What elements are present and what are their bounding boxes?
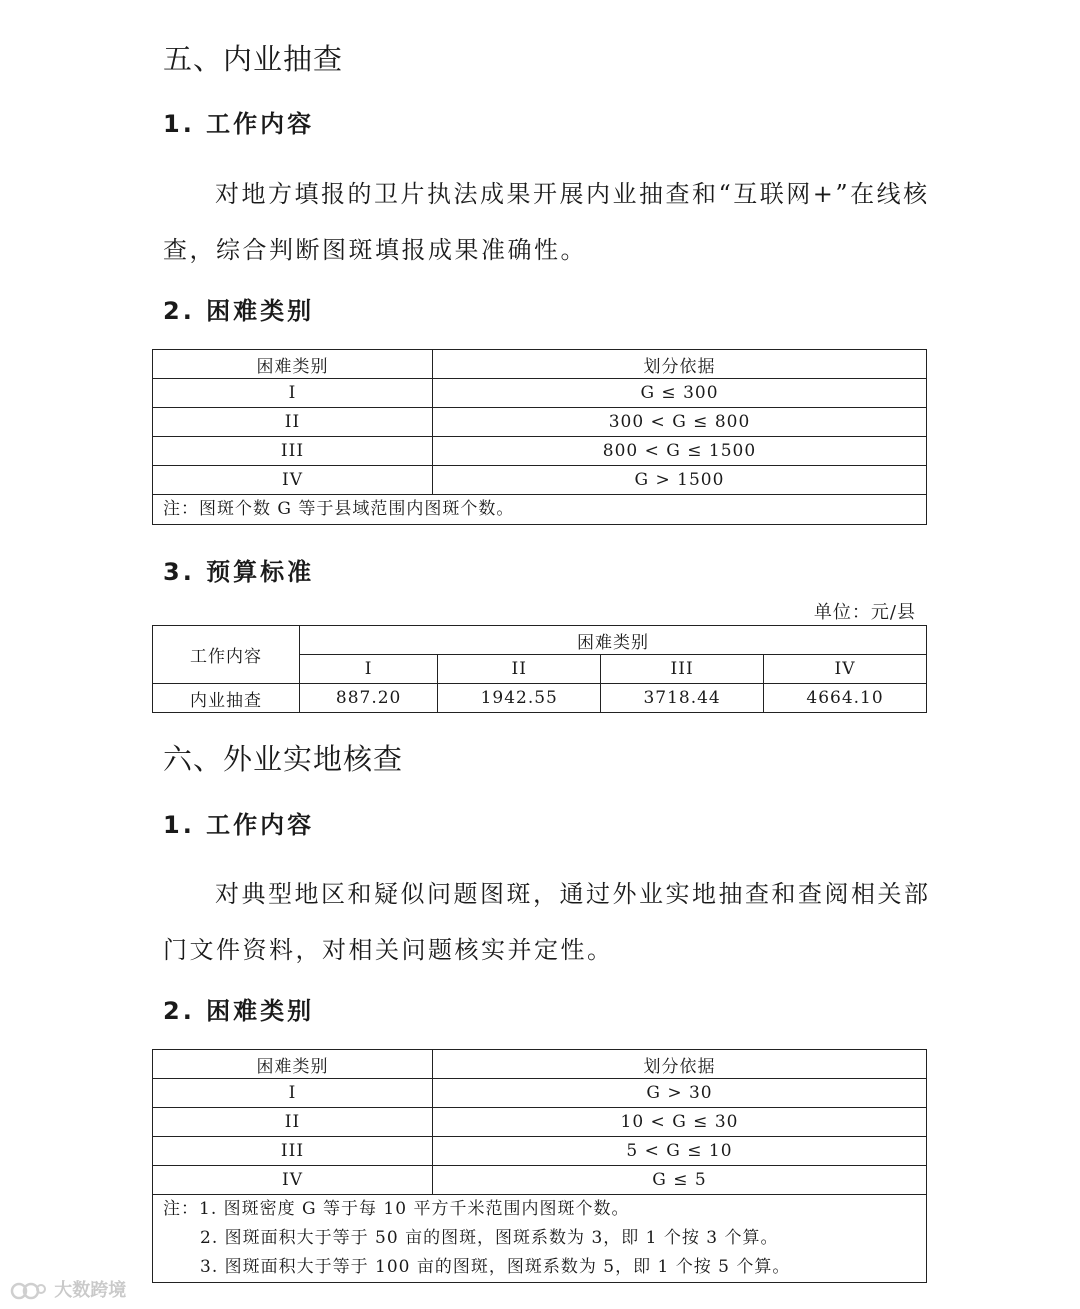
section6-work-text: 对典型地区和疑似问题图斑，通过外业实地抽查和查阅相关部门文件资料，对相关问题核实并定性。 bbox=[163, 880, 931, 964]
budget-unit: 单位：元/县 bbox=[813, 602, 916, 623]
header-cell: 划分依据 bbox=[433, 1050, 927, 1079]
table-note: 注：图斑个数 G 等于县域范围内图斑个数。 bbox=[153, 495, 927, 525]
table-note-row bbox=[153, 495, 927, 525]
table-row bbox=[153, 1079, 927, 1108]
section5-work-text: 对地方填报的卫片执法成果开展内业抽查和“互联网+”在线核查，综合判断图斑填报成果准确性。 bbox=[163, 180, 930, 264]
level-cell: IV bbox=[153, 466, 433, 495]
level-cell: II bbox=[153, 408, 433, 437]
table-header-row bbox=[153, 350, 927, 379]
table-header-row bbox=[153, 1050, 927, 1079]
section6-difficulty-table bbox=[152, 1049, 927, 1283]
level-cell: I bbox=[153, 379, 433, 408]
table-note: 注：1. 图斑密度 G 等于每 10 平方千米范围内图斑个数。 bbox=[163, 1199, 630, 1219]
section5-work-title: 1. 工作内容 bbox=[163, 110, 315, 138]
criteria-cell: 5 < G ≤ 10 bbox=[433, 1137, 927, 1166]
header-cell: 困难类别 bbox=[153, 350, 433, 379]
criteria-cell: 300 < G ≤ 800 bbox=[433, 408, 927, 437]
watermark bbox=[10, 1276, 126, 1302]
section6-heading: 六、外业实地核查 bbox=[163, 742, 404, 776]
level-cell: III bbox=[153, 1137, 433, 1166]
level-header-cell: III bbox=[601, 655, 764, 684]
value-cell: 3718.44 bbox=[601, 684, 764, 713]
value-cell: 1942.55 bbox=[438, 684, 601, 713]
table-row bbox=[153, 1108, 927, 1137]
table-row bbox=[153, 1166, 927, 1195]
watermark-text: 大数跨境 bbox=[54, 1280, 127, 1301]
row-label-cell: 内业抽查 bbox=[153, 684, 300, 713]
value-cell: 4664.10 bbox=[764, 684, 927, 713]
level-header-cell: I bbox=[300, 655, 438, 684]
criteria-cell: 10 < G ≤ 30 bbox=[433, 1108, 927, 1137]
table-row bbox=[153, 437, 927, 466]
criteria-cell: 800 < G ≤ 1500 bbox=[433, 437, 927, 466]
table-row bbox=[153, 408, 927, 437]
table-note: 2. 图斑面积大于等于 50 亩的图斑，图斑系数为 3，即 1 个按 3 个算。 bbox=[200, 1228, 779, 1248]
header-cell: 划分依据 bbox=[433, 350, 927, 379]
level-cell: IV bbox=[153, 1166, 433, 1195]
section6-difficulty-title: 2. 困难类别 bbox=[163, 997, 315, 1025]
table-row bbox=[153, 684, 927, 713]
section5-budget-table bbox=[152, 625, 927, 713]
table-row bbox=[153, 379, 927, 408]
level-header-cell: II bbox=[438, 655, 601, 684]
criteria-cell: G > 30 bbox=[433, 1079, 927, 1108]
value-cell: 887.20 bbox=[300, 684, 438, 713]
section6-work-title: 1. 工作内容 bbox=[163, 811, 315, 839]
watermark-logo-icon bbox=[10, 1280, 48, 1302]
section5-difficulty-title: 2. 困难类别 bbox=[163, 297, 315, 325]
header-cell: 困难类别 bbox=[300, 626, 927, 655]
section5-budget-title: 3. 预算标准 bbox=[163, 558, 315, 586]
table-note-row bbox=[153, 1195, 927, 1283]
level-cell: III bbox=[153, 437, 433, 466]
table-note: 3. 图斑面积大于等于 100 亩的图斑，图斑系数为 5，即 1 个按 5 个算。 bbox=[200, 1257, 791, 1277]
header-cell: 困难类别 bbox=[153, 1050, 433, 1079]
section5-heading: 五、内业抽查 bbox=[163, 42, 344, 76]
level-cell: I bbox=[153, 1079, 433, 1108]
criteria-cell: G > 1500 bbox=[433, 466, 927, 495]
table-row bbox=[153, 1137, 927, 1166]
level-header-cell: IV bbox=[764, 655, 927, 684]
criteria-cell: G ≤ 5 bbox=[433, 1166, 927, 1195]
table-notes bbox=[153, 1195, 927, 1283]
level-cell: II bbox=[153, 1108, 433, 1137]
table-row bbox=[153, 466, 927, 495]
criteria-cell: G ≤ 300 bbox=[433, 379, 927, 408]
table-header-row bbox=[153, 626, 927, 655]
section5-difficulty-table bbox=[152, 349, 927, 525]
header-cell: 工作内容 bbox=[153, 626, 300, 684]
